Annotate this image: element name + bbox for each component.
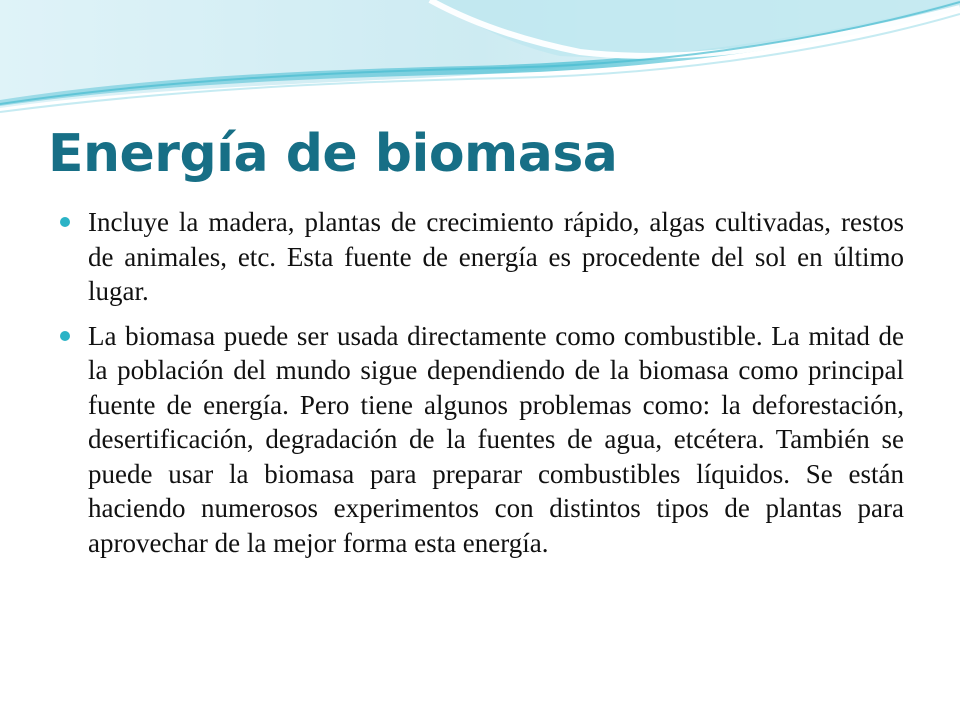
bullet-list [56, 205, 904, 570]
bullet-text: La biomasa puede ser usada directamente como combustible. La mitad de la población del mundo sigue dependiendo de la biomasa como principal fuente de energía. Pero tiene algunos problemas como: la deforestación, desertificación, degradación de la fuentes de agua, etcétera. También se puede usar la biomasa para preparar combustibles líquidos. Se están haciendo numerosos experimentos con distintos tipos de plantas para aprovechar de la mejor forma esta energía. [88, 320, 904, 558]
bullet-dot-icon [60, 217, 70, 227]
slide-title: Energía de biomasa [48, 124, 618, 184]
bullet-dot-icon [60, 331, 70, 341]
bullet-text: Incluye la madera, plantas de crecimiento rápido, algas cultivadas, restos de animales, etc. Esta fuente de energía es procedente del sol en último lugar. [88, 207, 904, 306]
bullet-item [56, 205, 904, 309]
bullet-item [56, 319, 904, 561]
